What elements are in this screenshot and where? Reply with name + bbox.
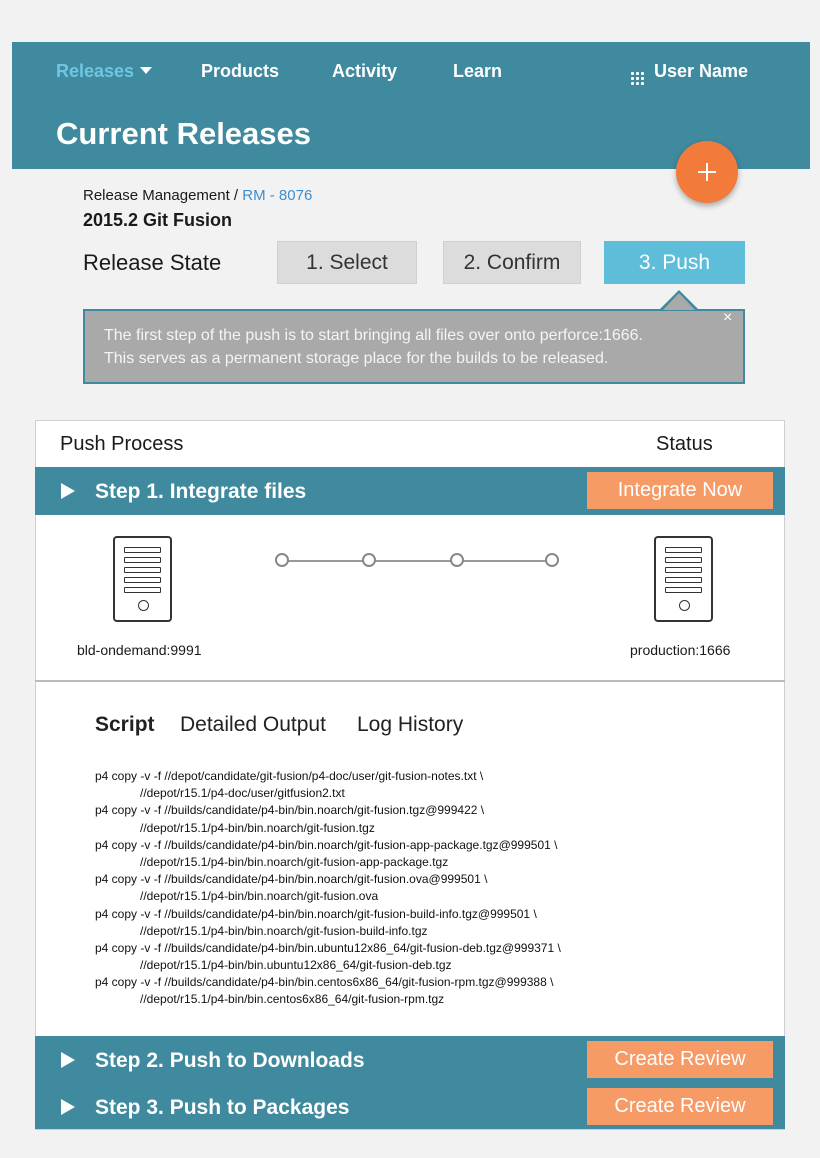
pipeline-node [450, 553, 464, 567]
nav-products[interactable]: Products [201, 61, 280, 81]
state-step-confirm[interactable]: 2. Confirm [443, 241, 581, 284]
expand-arrow-icon[interactable] [61, 483, 75, 499]
script-line: p4 copy -v -f //builds/candidate/p4-bin/bin.noarch/git-fusion.tgz@999422 \ [95, 803, 485, 818]
pipeline-node [545, 553, 559, 567]
nav-activity[interactable]: Activity [332, 61, 398, 81]
pipeline-node [275, 553, 289, 567]
step-title: Step 2. Push to Downloads [95, 1049, 365, 1072]
script-line: p4 copy -v -f //depot/candidate/git-fusion/p4-doc/user/git-fusion-notes.txt \ [95, 769, 484, 783]
script-line: //depot/r15.1/p4-bin/bin.noarch/git-fusion.tgz [140, 820, 375, 835]
release-state-label: Release State [83, 250, 222, 275]
page-title: Current Releases [56, 116, 312, 151]
state-step-push[interactable]: 3. Push [604, 241, 745, 284]
tooltip-text [104, 324, 734, 370]
script-line: //depot/r15.1/p4-bin/bin.noarch/git-fusion.ova [140, 889, 379, 904]
breadcrumb-id-link[interactable]: RM - 8076 [242, 187, 313, 204]
pipeline-node [362, 553, 376, 567]
script-line: //depot/r15.1/p4-bin/bin.noarch/git-fusion-build-info.tgz [140, 923, 428, 938]
step-title: Step 1. Integrate files [95, 480, 307, 503]
create-review-button[interactable]: Create Review [587, 1041, 773, 1078]
source-server-icon [113, 536, 172, 622]
nav-releases[interactable] [56, 60, 152, 82]
expand-arrow-icon[interactable] [61, 1052, 75, 1068]
user-name: User Name [654, 61, 749, 81]
script-line: p4 copy -v -f //builds/candidate/p4-bin/bin.centos6x86_64/git-fusion-rpm.tgz@999388 \ [95, 975, 554, 990]
script-line: p4 copy -v -f //builds/candidate/p4-bin/bin.noarch/git-fusion-app-package.tgz@999501 \ [95, 837, 558, 852]
step-1-bar [35, 467, 785, 515]
target-server-icon [654, 536, 713, 622]
script-line: p4 copy -v -f //builds/candidate/p4-bin/bin.noarch/git-fusion.ova@999501 \ [95, 872, 488, 887]
tab-log-history[interactable]: Log History [357, 713, 464, 736]
nav-learn[interactable]: Learn [453, 61, 503, 81]
script-line: //depot/r15.1/p4-bin/bin.noarch/git-fusion-app-package.tgz [140, 854, 449, 869]
user-menu[interactable] [631, 60, 748, 85]
chevron-down-icon [140, 67, 152, 74]
tooltip-line: The first step of the push is to start bringing all files over onto perforce:1666. [104, 327, 643, 344]
script-line: //depot/r15.1/p4-bin/bin.centos6x86_64/git-fusion-rpm.tgz [140, 992, 445, 1007]
script-line: p4 copy -v -f //builds/candidate/p4-bin/bin.noarch/git-fusion-build-info.tgz@999501 \ [95, 906, 537, 921]
integrate-now-button[interactable]: Integrate Now [587, 472, 773, 509]
state-step-select[interactable]: 1. Select [277, 241, 417, 284]
tab-detailed-output[interactable]: Detailed Output [180, 713, 326, 736]
nav-releases-label: Releases [56, 61, 135, 81]
push-process-header: Push Process [60, 433, 184, 455]
tab-script[interactable]: Script [95, 713, 155, 736]
grid-icon [631, 72, 644, 85]
script-line: //depot/r15.1/p4-bin/bin.ubuntu12x86_64/git-fusion-deb.tgz [140, 958, 452, 973]
step-2-bar [35, 1036, 785, 1084]
step-title: Step 3. Push to Packages [95, 1096, 350, 1119]
create-review-button[interactable]: Create Review [587, 1088, 773, 1125]
script-line: p4 copy -v -f //builds/candidate/p4-bin/bin.ubuntu12x86_64/git-fusion-deb.tgz@999371 \ [95, 940, 561, 955]
breadcrumb-parent: Release Management / [83, 187, 239, 204]
section-divider [35, 680, 785, 682]
step-3-bar [35, 1083, 785, 1129]
breadcrumb [83, 186, 312, 206]
expand-arrow-icon[interactable] [61, 1099, 75, 1115]
script-line: //depot/r15.1/p4-doc/user/gitfusion2.txt [140, 786, 345, 801]
target-server-label: production:1666 [630, 642, 731, 658]
source-server-label: bld-ondemand:9991 [77, 642, 202, 658]
status-header: Status [656, 433, 713, 455]
tooltip-arrow-fill [663, 293, 695, 310]
close-icon[interactable]: × [723, 309, 733, 326]
transfer-pipeline [282, 560, 552, 562]
script-output [95, 768, 775, 1009]
tooltip-line: This serves as a permanent storage place for the builds to be released. [104, 350, 609, 367]
release-name: 2015.2 Git Fusion [83, 210, 233, 230]
add-release-button[interactable] [676, 141, 738, 203]
